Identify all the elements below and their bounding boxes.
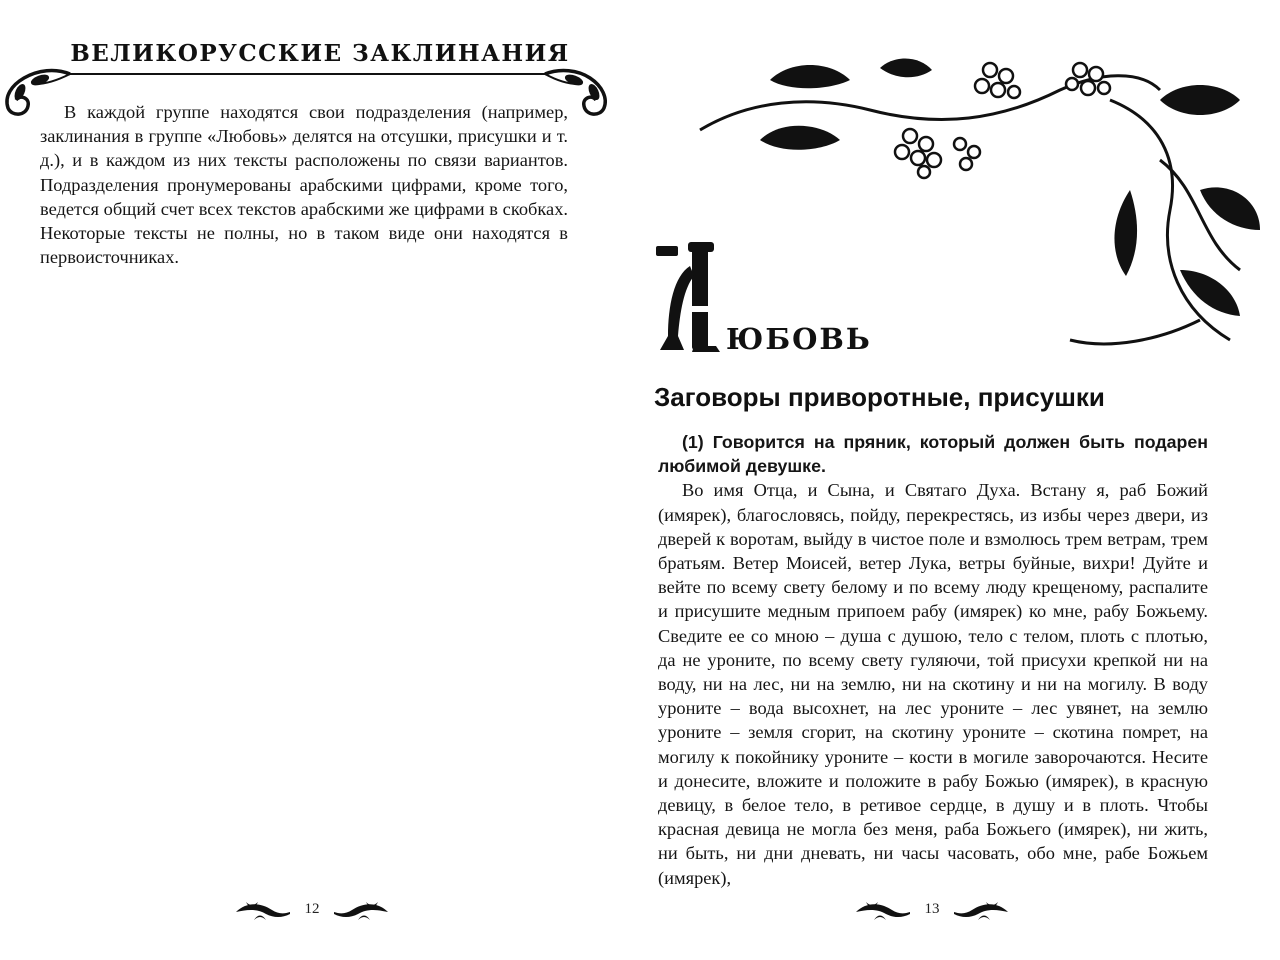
- section-title: Заговоры приворотные, присушки: [654, 382, 1105, 412]
- spell-text: [658, 430, 1208, 890]
- drop-cap-letter: Л: [654, 223, 665, 240]
- chapter-title: ЮБОВЬ: [726, 322, 872, 356]
- page-number: 12: [304, 901, 320, 917]
- body-paragraph: Во имя Отца, и Сына, и Святаго Духа. Встану я, раб Божий (имярек), благословясь, пойду, перекрестясь, из избы через двери, из дверей к воротам, выйду в чистое поле и взмолюсь трем ветрам, трем братьям. Ветер Моисей, ветер Лука, ветры буйные, вихри! Дуйте и вейте по всему свету белому и по всему люду крещеному, распалите и присушите медным припоем рабу (имярек) ко мне, рабу Божьему. Сведите ее со мною – душа с душою, тело с телом, плоть с плотью, да не уроните, по всему свету гуляючи, той присухи крепкой ни на воду, ни на лес, ни на землю, ни на скотину и ни на могилу. В воду уроните – вода высохнет, на лес уроните – лес увянет, на землю уроните – земля сгорит, на скотину уроните – скотина помрет, на могилу к покойнику уроните – кости в могиле заворочаются. Несите и донесите, вложите и положите в рабу Божью (имярек), в красную девицу, в белое тело, в ретивое сердце, в душу и в плоть. Чтобы красная девица не могла без меня, раба Божьего (имярек), ни жить, ни быть, ни дни дневать, ни часы часовать, обо мне, рабе Божьем (имярек),: [658, 480, 1208, 888]
- body-paragraph: В каждой группе находятся свои подразделения (например, заклинания в группе «Любовь» делятся на отсушки, присушки и т. д.), и в каждом из них тексты расположены по связи вариантов. Подразделения пронумерованы арабскими цифрами, кроме того, ведется общий счет всех текстов арабскими же цифрами в скобках. Некоторые тексты не полны, но в таком виде они находятся в первоисточниках.: [40, 102, 568, 268]
- right-page: [640, 0, 1280, 960]
- running-head: ВЕЛИКОРУССКИЕ ЗАКЛИНАНИЯ: [70, 40, 570, 67]
- drop-cap-ornament-icon: [654, 223, 724, 356]
- page-number-ornament: [852, 896, 1012, 926]
- page-number: 13: [924, 901, 940, 917]
- page-number-ornament: [232, 896, 392, 926]
- item-heading: (1) Говорится на пряник, который должен быть подарен любимой девушке.: [658, 432, 1208, 477]
